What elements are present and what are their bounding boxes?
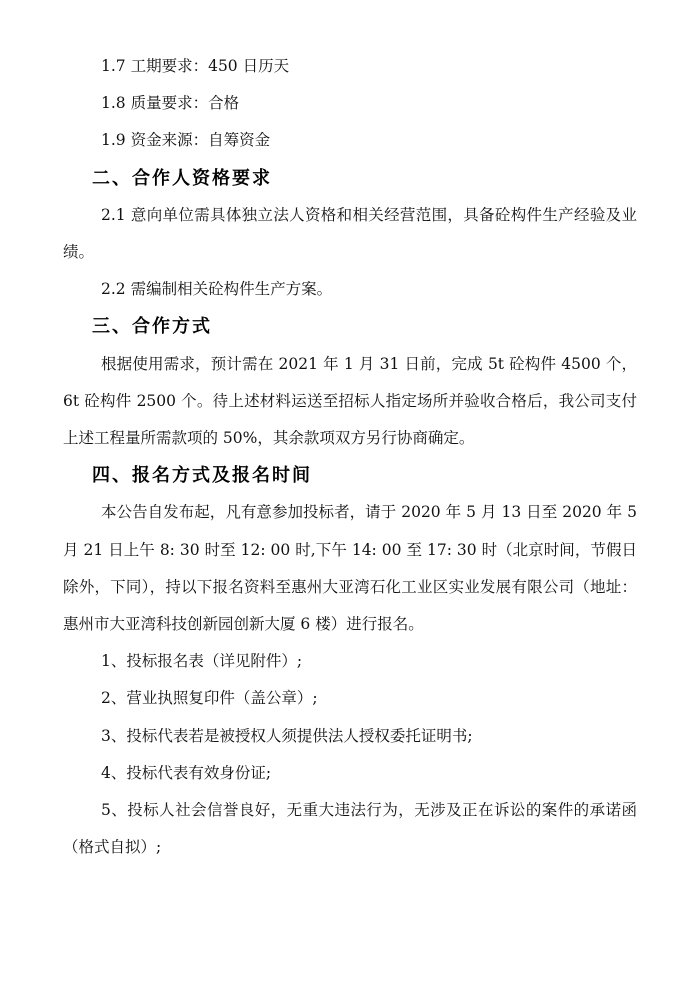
list-item-3-authorization-letter: 3、投标代表若是被授权人须提供法人授权委托证明书; bbox=[101, 726, 473, 745]
list-item-2-business-license: 2、营业执照复印件（盖公章）; bbox=[101, 689, 318, 708]
para-quality-requirement: 1.8 质量要求：合格 bbox=[101, 94, 240, 113]
para-2-1-qualification: 2.1 意向单位需具体独立法人资格和相关经营范围，具备砼构件生产经验及业绩。 bbox=[63, 205, 637, 262]
para-funding-source: 1.9 资金来源：自筹资金 bbox=[101, 131, 271, 150]
list-item-5-credit-commitment: 5、投标人社会信誉良好，无重大违法行为，无涉及正在诉讼的案件的承诺函（格式自拟）; bbox=[63, 801, 637, 857]
para-duration-requirement: 1.7 工期要求：450 日历天 bbox=[101, 57, 290, 75]
list-item-1-registration-form: 1、投标报名表（详见附件）; bbox=[101, 652, 303, 671]
document-body bbox=[63, 48, 637, 866]
para-2-2-production-plan: 2.2 需编制相关砼构件生产方案。 bbox=[101, 280, 333, 299]
para-cooperation-details: 根据使用需求，预计需在 2021 年 1 月 31 日前，完成 5t 砼构件 4500 个，6t 砼构件 2500 个。待上述材料运送至招标人指定场所并验收合格后，我公司支付上述工程量所需款项的 50%，其余款项双方另行协商确定。 bbox=[63, 354, 637, 448]
heading-section-4-registration: 四、报名方式及报名时间 bbox=[92, 465, 312, 487]
heading-section-3-cooperation-mode: 三、合作方式 bbox=[92, 316, 212, 338]
list-item-4-id-card: 4、投标代表有效身份证; bbox=[101, 763, 272, 782]
para-registration-details: 本公告自发布起，凡有意参加投标者，请于 2020 年 5 月 13 日至 2020 年 5 月 21 日上午 8: 30 时至 12: 00 时,下午 14: 00 至 17: 30 时（北京时间，节假日除外，下同），持以下报名资料至惠州大亚湾石化工业区实业发展有限公司（地址：惠州市大亚湾科技创新园创新大厦 6 楼）进行报名。 bbox=[63, 503, 637, 634]
heading-section-2-qualifications: 二、合作人资格要求 bbox=[92, 167, 272, 189]
